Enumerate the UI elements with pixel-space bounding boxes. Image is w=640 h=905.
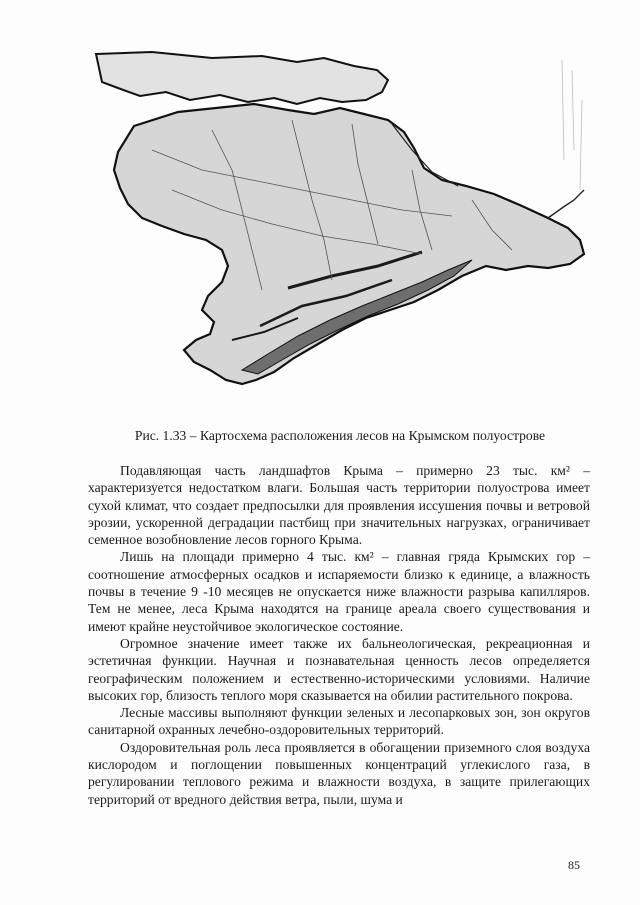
figure-caption: Рис. 1.33 – Картосхема расположения лесов на Крымском полуострове <box>134 428 546 443</box>
body-text <box>88 462 590 808</box>
paragraph: Оздоровительная роль леса проявляется в обогащении приземного слоя воздуха кислородом и поглощении повышенных концентраций углекислого газа, в регулировании теплового режима и влажности воздуха, в защите прилегающих территорий от вредного действия ветра, пыли, шума и <box>88 739 590 807</box>
paragraph: Огромное значение имеет также их бальнеологическая, рекреационная и эстетичная функции. Научная и познавательная ценность лесов определяется географическим положением и естественно-историческими условиями. Наличие высоких гор, близость теплого моря сказывается на обилии растительного покрова. <box>88 635 590 703</box>
crimea-forest-map <box>92 40 592 412</box>
paragraph: Подавляющая часть ландшафтов Крыма – примерно 23 тыс. км² – характеризуется недостатком влаги. Большая часть территории полуострова имеет сухой климат, что создает предпосылки для проявления иссушения почвы и ветровой эрозии, ускоренной деградации пастбищ при значительных нагрузках, ограничивает семенное возобновление лесов горного Крыма. <box>88 463 590 548</box>
paragraph: Лишь на площади примерно 4 тыс. км² – главная гряда Крымских гор – соотношение атмосферных осадков и испаряемости близко к единице, а влажность почвы в течение 9 -10 месяцев не опускается ниже влажности разрыва капилляров. Тем не менее, леса Крыма находятся на границе ареала своего существования и имеют крайне неустойчивое экологическое состояние. <box>88 549 590 634</box>
paragraph: Лесные массивы выполняют функции зеленых и лесопарковых зон, зон округов санитарной охранных лечебно-оздоровительных территорий. <box>88 705 590 738</box>
page-number: 85 <box>568 858 580 872</box>
